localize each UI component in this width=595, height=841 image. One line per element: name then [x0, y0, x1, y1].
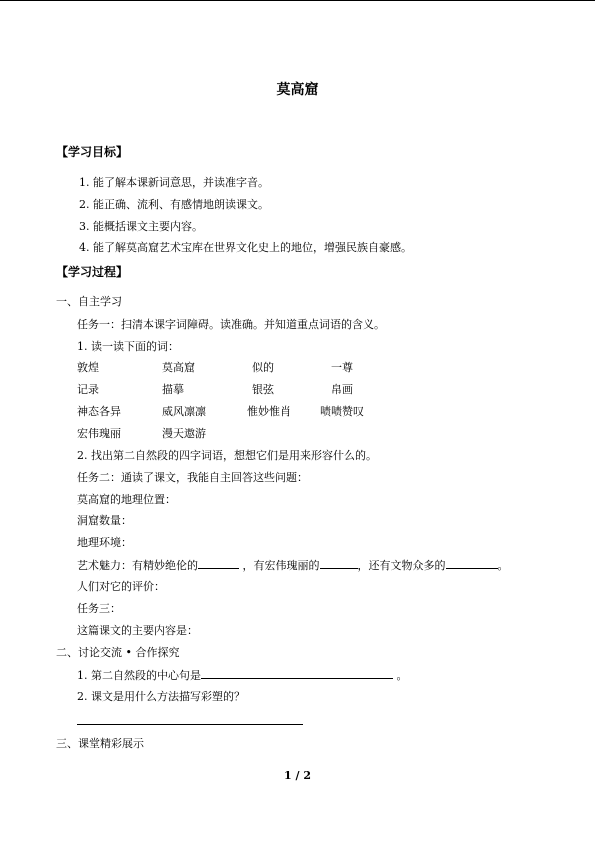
word-mantianaoyou: 漫天遨游 — [162, 427, 206, 440]
fill-blank-1[interactable] — [198, 558, 239, 569]
task-3-text: 任务三： — [77, 602, 121, 615]
art-charm-line — [77, 558, 509, 573]
answer-line[interactable] — [77, 724, 303, 725]
section-3-title: 三、课堂精彩展示 — [56, 737, 144, 750]
goal-item-4: 4. 能了解莫高窟艺术宝库在世界文化史上的地位，增强民族自豪感。 — [79, 241, 412, 254]
main-content-prompt: 这篇课文的主要内容是： — [77, 624, 198, 637]
word-miaomo: 描摹 — [162, 383, 184, 396]
task-1-text: 任务一：扫清本课字词障碍。读准确。并知道重点词语的含义。 — [77, 318, 385, 331]
word-jilu: 记录 — [77, 383, 99, 396]
center-sentence-part-2: 。 — [396, 669, 408, 682]
art-charm-part-4: 。 — [497, 559, 509, 572]
art-charm-part-2: ，有宏伟瑰丽的 — [242, 559, 320, 572]
page-number: 1 / 2 — [284, 769, 311, 782]
fill-blank-2[interactable] — [320, 558, 358, 569]
art-charm-part-1: 艺术魅力：有精妙绝伦的 — [77, 559, 198, 572]
find-words-instruction: 2. 找出第二自然段的四字词语，想想它们是用来形容什么的。 — [77, 449, 377, 462]
word-dunhuang: 敦煌 — [77, 361, 99, 374]
question-location: 莫高窟的地理位置： — [77, 493, 176, 506]
top-border-line — [0, 0, 595, 1]
fill-blank-3[interactable] — [446, 558, 498, 569]
word-weifenglinlin: 威风凛凛 — [162, 405, 206, 418]
read-words-instruction: 1. 读一读下面的词： — [77, 340, 179, 353]
page-title: 莫高窟 — [276, 82, 319, 98]
center-sentence-line — [77, 668, 408, 683]
word-yinxian: 银弦 — [252, 383, 274, 396]
section-2-title: 二、讨论交流 • 合作探究 — [56, 646, 180, 659]
question-environment: 地理环境： — [77, 536, 132, 549]
word-hongweiguili: 宏伟瑰丽 — [77, 427, 121, 440]
center-sentence-blank[interactable] — [201, 668, 393, 679]
method-question: 2. 课文是用什么方法描写彩塑的？ — [77, 690, 245, 703]
word-shentaigeyi: 神态各异 — [77, 405, 121, 418]
word-weimiaoweixiao: 惟妙惟肖 — [247, 405, 291, 418]
word-yizun: 一尊 — [331, 361, 353, 374]
goals-heading: 【学习目标】 — [56, 145, 129, 159]
goal-item-3: 3. 能概括课文主要内容。 — [79, 220, 203, 233]
word-bohua: 帛画 — [331, 383, 353, 396]
process-heading: 【学习过程】 — [56, 265, 129, 279]
word-zezezantan: 啧啧赞叹 — [320, 405, 364, 418]
word-mogaoku: 莫高窟 — [162, 361, 195, 374]
goal-item-1: 1. 能了解本课新词意思，并读准字音。 — [79, 176, 269, 189]
art-charm-part-3: ，还有文物众多的 — [357, 559, 446, 572]
center-sentence-part-1: 1. 第二自然段的中心句是 — [77, 669, 201, 682]
question-cave-count: 洞窟数量： — [77, 514, 132, 527]
task-2-text: 任务二：通读了课文，我能自主回答这些问题： — [77, 471, 308, 484]
question-evaluation: 人们对它的评价： — [77, 580, 165, 593]
goal-item-2: 2. 能正确、流利、有感情地朗读课文。 — [79, 198, 269, 211]
word-sishi: 似的 — [252, 361, 274, 374]
section-1-title: 一、自主学习 — [56, 295, 122, 308]
